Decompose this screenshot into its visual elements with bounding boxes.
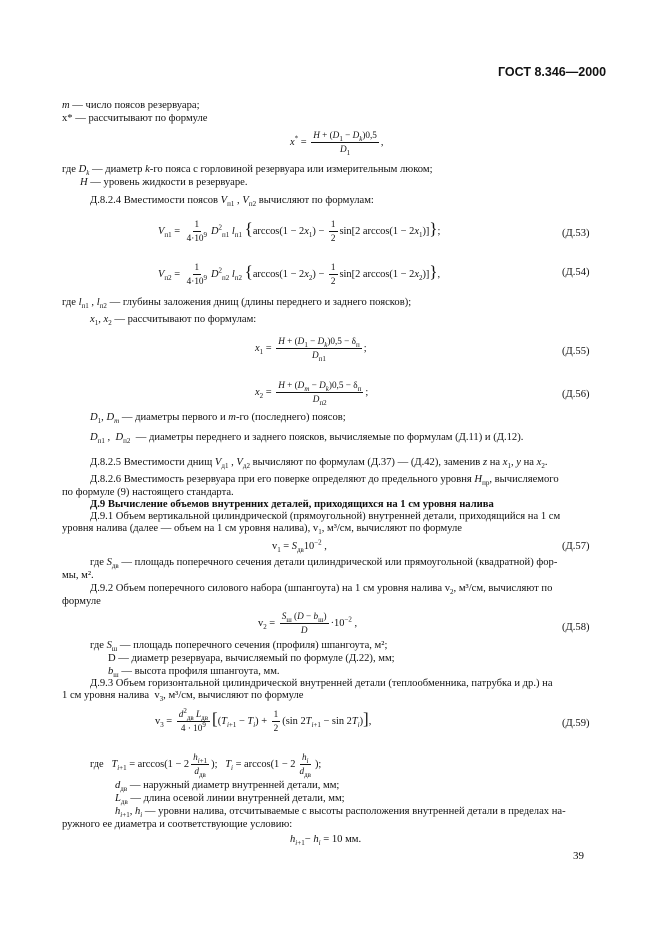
t-definitions: где $T_{i+1} = \arccos(1 - 2$ $\frac{h_{i+1}}{d_{дв}}$ ); $T_i = \arccos(1 - 2$ $\frac{h_i}{d_{дв}}$ ); (90, 752, 322, 779)
formula-d59: $v_3$ = $\frac{d^2_{дв} L_{дв}}{4 \cdot 10^9}$ [$(T_{i+1} - T_i)$ + $\frac{1}{2}$ (sin $2T_{i+1} - \sin 2T_i$)], (155, 706, 372, 733)
D-definition: D — диаметр резервуара, вычисляемый по формуле (Д.22), мм; (108, 653, 395, 664)
condition: $h_{i+1}- h_i = 10$ мм. (290, 834, 362, 848)
equation-number-d54: (Д.54) (562, 267, 590, 278)
page-number: 39 (573, 850, 584, 862)
equation-number-d57: (Д.57) (562, 541, 590, 552)
sш-definition: где $S_ш$ — площадь поперечного сечения (профиля) шпангоута, м²; (90, 640, 388, 654)
equation-number-d58: (Д.58) (562, 622, 590, 633)
formula-d54: $V_{п2}$ = $\frac{1}{4\cdot 10^9}$ $D^2_{п2}$ $l_{п2}$ {$\arccos(1 - 2x_2)$ − $\frac{1}{2}$ sin[2 $\arccos(1 - 2x_2)$]}, (158, 261, 441, 286)
section-d9-1-line2: уровня налива (далее — объем на 1 см уровня налива), $v_1$, м³/см, вычисляют по формуле (62, 523, 462, 537)
section-d8-2-6-line2: по формуле (9) настоящего стандарта. (62, 487, 234, 498)
dn-definition: $D_{п1}$ , $D_{п2}$ — диаметры переднего и заднего поясков, вычисляемые по формулам (Д.11) и (Д.12). (90, 432, 524, 446)
formula-d53: $V_{п1}$ = $\frac{1}{4\cdot 10^9}$ $D^2_{п1}$ $l_{п1}$ {$\arccos(1 - 2x_1)$ − $\frac{1}{2}$ sin[2 $\arccos(1 - 2x_1)$]}; (158, 218, 441, 243)
formula-d56: $x_2$ = $\frac{H + (D_m - D_k)0,5 - \delta_п}{D_{п2}}$ ; (255, 380, 369, 407)
section-d9-title: Д.9 Вычисление объемов внутренних деталей, приходящихся на 1 см уровня налива (90, 499, 494, 510)
x1x2-definition: $x_1$, $x_2$ — рассчитывают по формулам: (90, 314, 257, 328)
section-d8-2-4: Д.8.2.4 Вместимости поясов $V_{п1}$ , $V_{п2}$ вычисляют по формулам: (90, 195, 374, 209)
document-header: ГОСТ 8.346—2000 (498, 65, 607, 79)
section-d9-3-line1: Д.9.3 Объем горизонтальной цилиндрической внутренней детали (теплообменника, патрубка и др.) на (90, 678, 553, 689)
formula-d58: $v_2$ = $\frac{S_ш (D - b_ш)}{D}$ $\cdot 10^{-2}$ , (258, 611, 358, 635)
bш-definition: $b_ш$ — высота профиля шпангоута, мм. (108, 666, 280, 680)
h-levels-line1: $h_{i+1}$, $h_i$ — уровни налива, отсчитываемые с высоты расположения внутренней детали в пределах на- (115, 806, 566, 820)
section-d9-1-line1: Д.9.1 Объем вертикальной цилиндрической (прямоугольной) внутренней детали, приходящийся на 1 см (90, 511, 561, 522)
m-definition: m — число поясов резервуара; (62, 100, 200, 111)
equation-number-d56: (Д.56) (562, 389, 590, 400)
section-d9-2-line2: формуле (62, 596, 101, 607)
x-star-definition: x* — рассчитывают по формуле (62, 113, 208, 124)
sdt-definition-line1: где $S_{дв}$ — площадь поперечного сечения детали цилиндрической или прямоугольной (квадратной) фор- (90, 557, 558, 571)
equation-number-d55: (Д.55) (562, 346, 590, 357)
section-d9-3-line2: 1 см уровня налива $v_3$, м³/см, вычисляют по формуле (62, 690, 304, 704)
l-definition: где $l_{п1}$ , $l_{п2}$ — глубины заложения днищ (длины переднего и заднего поясков); (62, 297, 412, 311)
ddt-definition: $d_{дв}$ — наружный диаметр внутренней детали, мм; (115, 780, 340, 794)
h-levels-line2: ружного ее диаметра и соответствующие условию: (62, 819, 293, 830)
sdt-definition-line2: мы, м². (62, 570, 94, 581)
section-d9-2-line1: Д.9.2 Объем поперечного силового набора (шпангоута) на 1 см уровня налива $v_2$, м³/см, вычисляют по (90, 583, 553, 597)
formula-x-star: x* = $\frac{H + (D_1 - D_k)0,5}{D_1}$ , (290, 130, 384, 157)
dk-definition: где $D_k$ — диаметр k-го пояса с горловиной резервуара или измерительным люком; (62, 164, 433, 178)
ldt-definition: $L_{дв}$ — длина осевой линии внутренней детали, мм; (115, 793, 345, 807)
section-d8-2-6-line1: Д.8.2.6 Вместимость резервуара при его поверке определяют до предельного уровня $H_{пр}$, вычисляемого (90, 474, 559, 488)
formula-d57: $v_1 = S_{дв}10^{-2}$ , (272, 538, 327, 555)
d1dm-definition: $D_1$, $D_m$ — диаметры первого и m-го (последнего) поясов; (90, 412, 346, 426)
section-d8-2-5: Д.8.2.5 Вместимости днищ $V_{д1}$ , $V_{д2}$ вычисляют по формулам (Д.37) — (Д.42), заменив z на $x_1$, y на $x_2$. (90, 457, 548, 471)
formula-d55: $x_1$ = $\frac{H + (D_1 - D_k)0,5 - \delta_п}{D_{п1}}$ ; (255, 336, 367, 363)
equation-number-d53: (Д.53) (562, 228, 590, 239)
h-definition: H — уровень жидкости в резервуаре. (80, 177, 248, 188)
equation-number-d59: (Д.59) (562, 718, 590, 729)
